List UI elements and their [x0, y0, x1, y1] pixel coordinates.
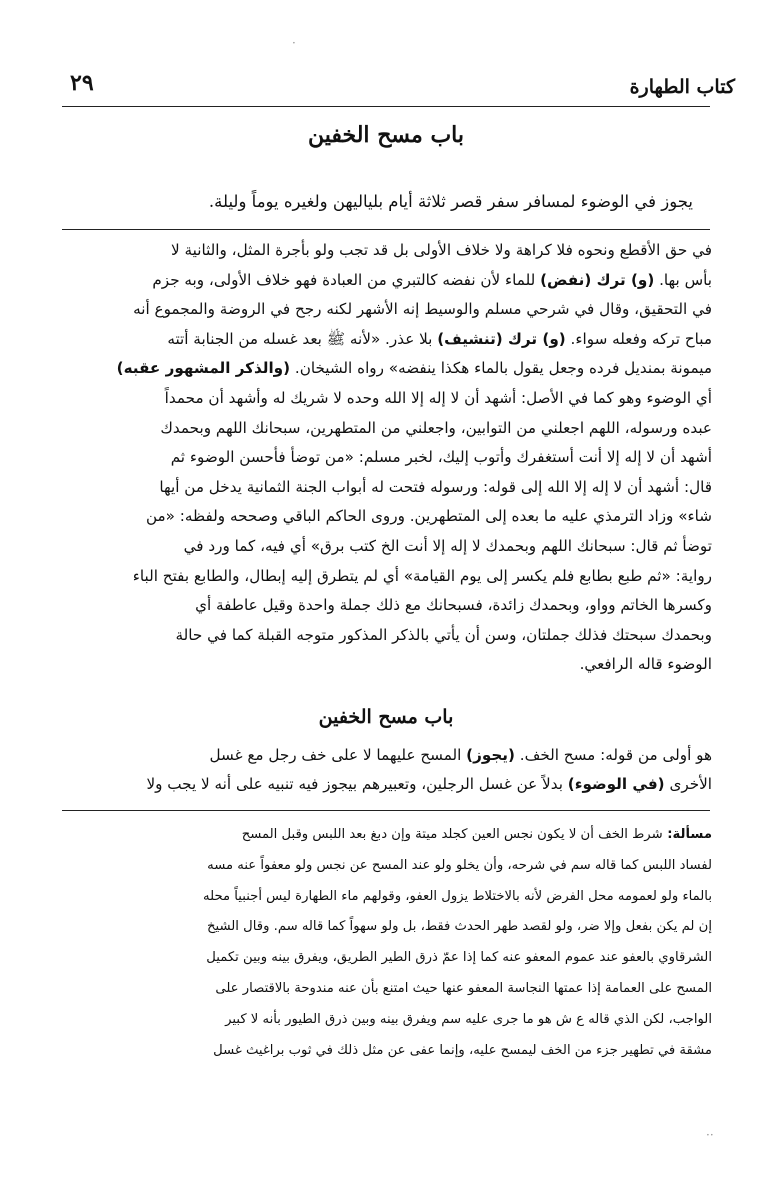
text-run: شاء» وزاد الترمذي عليه ما بعده إلى المتطهرين. وروى الحاكم الباقي وصححه ولفظه: «من: [145, 507, 712, 526]
section-heading-1: باب مسح الخفين: [308, 122, 464, 148]
text-run: المسح على العمامة إذا عمتها النجاسة المعفو عنها حيث امتنع بأن عنه مندوحة بالاقتصار على: [215, 980, 712, 996]
text-run: بلا عذر. «لأنه ﷺ بعد غسله من الجنابة أتته: [167, 329, 438, 348]
text-line: [60, 532, 712, 562]
footnote-divider: [62, 810, 710, 811]
text-run: أي الوضوء وهو كما في الأصل: أشهد أن لا إله إلا الله وحده لا شريك له وأشهد أن محمداً: [164, 388, 712, 407]
commentary-block-1: [60, 236, 712, 680]
matn-divider: [62, 229, 710, 230]
text-line: [60, 650, 712, 680]
commentary-block-2: [60, 741, 712, 799]
section-heading-2: باب مسح الخفين: [318, 706, 454, 728]
text-line: [62, 820, 712, 851]
text-line: [60, 621, 712, 651]
text-line: [62, 943, 712, 974]
bold-run: (والذكر المشهور عقبه): [116, 359, 291, 378]
text-run: أشهد أن لا إله إلا أنت أستغفرك وأتوب إليك، لخبر مسلم: «من توضأ فأحسن الوضوء ثم: [170, 448, 712, 467]
text-line: [60, 591, 712, 621]
text-run: لفساد اللبس كما قاله سم في شرحه، وأن يخلو ولو عند المسح عن نجس ولو معفواً عنه مسه: [207, 857, 712, 873]
text-line: [60, 770, 712, 799]
text-run: للماء لأن نفضه كالتبري من العبادة فهو خلاف الأولى، وبه جزم: [152, 270, 541, 289]
text-line: [60, 325, 712, 355]
text-line: [62, 1005, 712, 1036]
text-line: [60, 562, 712, 592]
text-run: في التحقيق، وقال في شرحي مسلم والوسيط إنه الأشهر لكنه رجح في الروضة والمجموع أنه: [133, 300, 712, 319]
text-line: [60, 414, 712, 444]
page-number: ٢٩: [70, 70, 94, 96]
text-run: بالماء ولو لعمومه محل الفرض لأنه بالاختلاط يزول العفو، وقولهم ماء الطهارة ليس أجنبياً محله: [203, 888, 712, 904]
text-line: [60, 502, 712, 532]
header-rule: [62, 106, 710, 107]
text-line: [60, 236, 712, 266]
text-line: [62, 882, 712, 913]
text-line: [60, 741, 712, 770]
text-line: [60, 473, 712, 503]
text-run: توضأ ثم قال: سبحانك اللهم وبحمدك لا إله إلا أنت الخ كتب برق» أي فيه، كما ورد في: [183, 536, 712, 555]
scan-speck: ·: [292, 36, 296, 50]
text-line: [60, 295, 712, 325]
text-run: إن لم يكن بفعل وإلا ضر، ولو لقصد طهر الحدث فقط، بل ولو سهواً كما قاله سم. وقال الشيخ: [207, 919, 712, 935]
text-line: [62, 974, 712, 1005]
text-run: شرط الخف أن لا يكون نجس العين كجلد ميتة وإن دبغ بعد اللبس وقبل المسح: [241, 827, 663, 842]
bold-run: مسألة:: [662, 827, 712, 842]
text-run: وبحمدك سبحتك فذلك جملتان، وسن أن يأتي بالذكر المذكور متوجه القبلة كما في حالة: [175, 625, 712, 644]
text-run: الوضوء قاله الرافعي.: [579, 655, 712, 674]
bold-run: (و) ترك (تنشيف): [437, 329, 566, 348]
text-run: الشرقاوي بالعفو عند عموم المعفو عنه كما إذا عمّ ذرق الطير الطريق، ويفرق بينه وبين تكميل: [206, 950, 712, 966]
text-run: في حق الأقطع ونحوه فلا كراهة ولا خلاف الأولى بل قد تجب ولو بأجرة المثل، والثانية لا: [171, 241, 712, 259]
text-run: هو أولى من قوله: مسح الخف.: [514, 746, 712, 764]
text-run: الأخرى: [664, 775, 712, 793]
bold-run: (في الوضوء): [567, 775, 665, 793]
text-run: بأس بها.: [654, 270, 712, 289]
text-run: الواجب، لكن الذي قاله ع ش هو ما جرى عليه سم ويفرق بينه وبين ذرق الطيور بأنه لا كبير: [225, 1011, 712, 1027]
running-header-title: كتاب الطهارة: [629, 76, 735, 98]
text-line: [62, 851, 712, 882]
text-run: عبده ورسوله، اللهم اجعلني من التوابين، واجعلني من المتطهرين، سبحانك اللهم وبحمدك: [160, 418, 712, 437]
matn-text: يجوز في الوضوء لمسافر سفر قصر ثلاثة أيام بلياليهن ولغيره يوماً وليلة.: [208, 192, 693, 211]
text-line: [62, 912, 712, 943]
text-run: ميمونة بمنديل فرده وجعل يقول بالماء هكذا ينفضه» رواه الشيخان.: [290, 359, 712, 378]
footnote-block: [62, 820, 712, 1066]
text-line: [60, 266, 712, 296]
text-run: بدلاً عن غسل الرجلين، وتعبيرهم بيجوز فيه تنبيه على أنه لا يجب ولا: [146, 775, 568, 793]
bold-run: (و) ترك (نفض): [540, 270, 655, 289]
text-run: مشقة في تطهير جزء من الخف ليمسح عليه، وإنما عفى عن مثل ذلك في ثوب براغيث غسل: [213, 1042, 712, 1058]
text-line: [60, 354, 712, 384]
scan-speck: ··: [706, 1128, 714, 1142]
text-line: [60, 443, 712, 473]
text-run: رواية: «ثم طبع بطابع فلم يكسر إلى يوم القيامة» أي لم يتطرق إليه إبطال، والطابع بفتح الباء: [132, 566, 712, 585]
text-run: وكسرها الخاتم وواو، وبحمدك زائدة، فسبحانك مع ذلك جملة واحدة وقيل عاطفة أي: [195, 596, 712, 615]
bold-run: (يجوز): [466, 746, 515, 764]
text-run: قال: أشهد أن لا إله إلا الله إلى قوله: ورسوله فتحت له أبواب الجنة الثمانية يدخل من أيها: [159, 477, 712, 496]
text-run: المسح عليهما لا على خف رجل مع غسل: [209, 746, 467, 764]
text-line: [60, 384, 712, 414]
text-run: مباح تركه وفعله سواء.: [565, 329, 712, 348]
text-line: [62, 1036, 712, 1067]
